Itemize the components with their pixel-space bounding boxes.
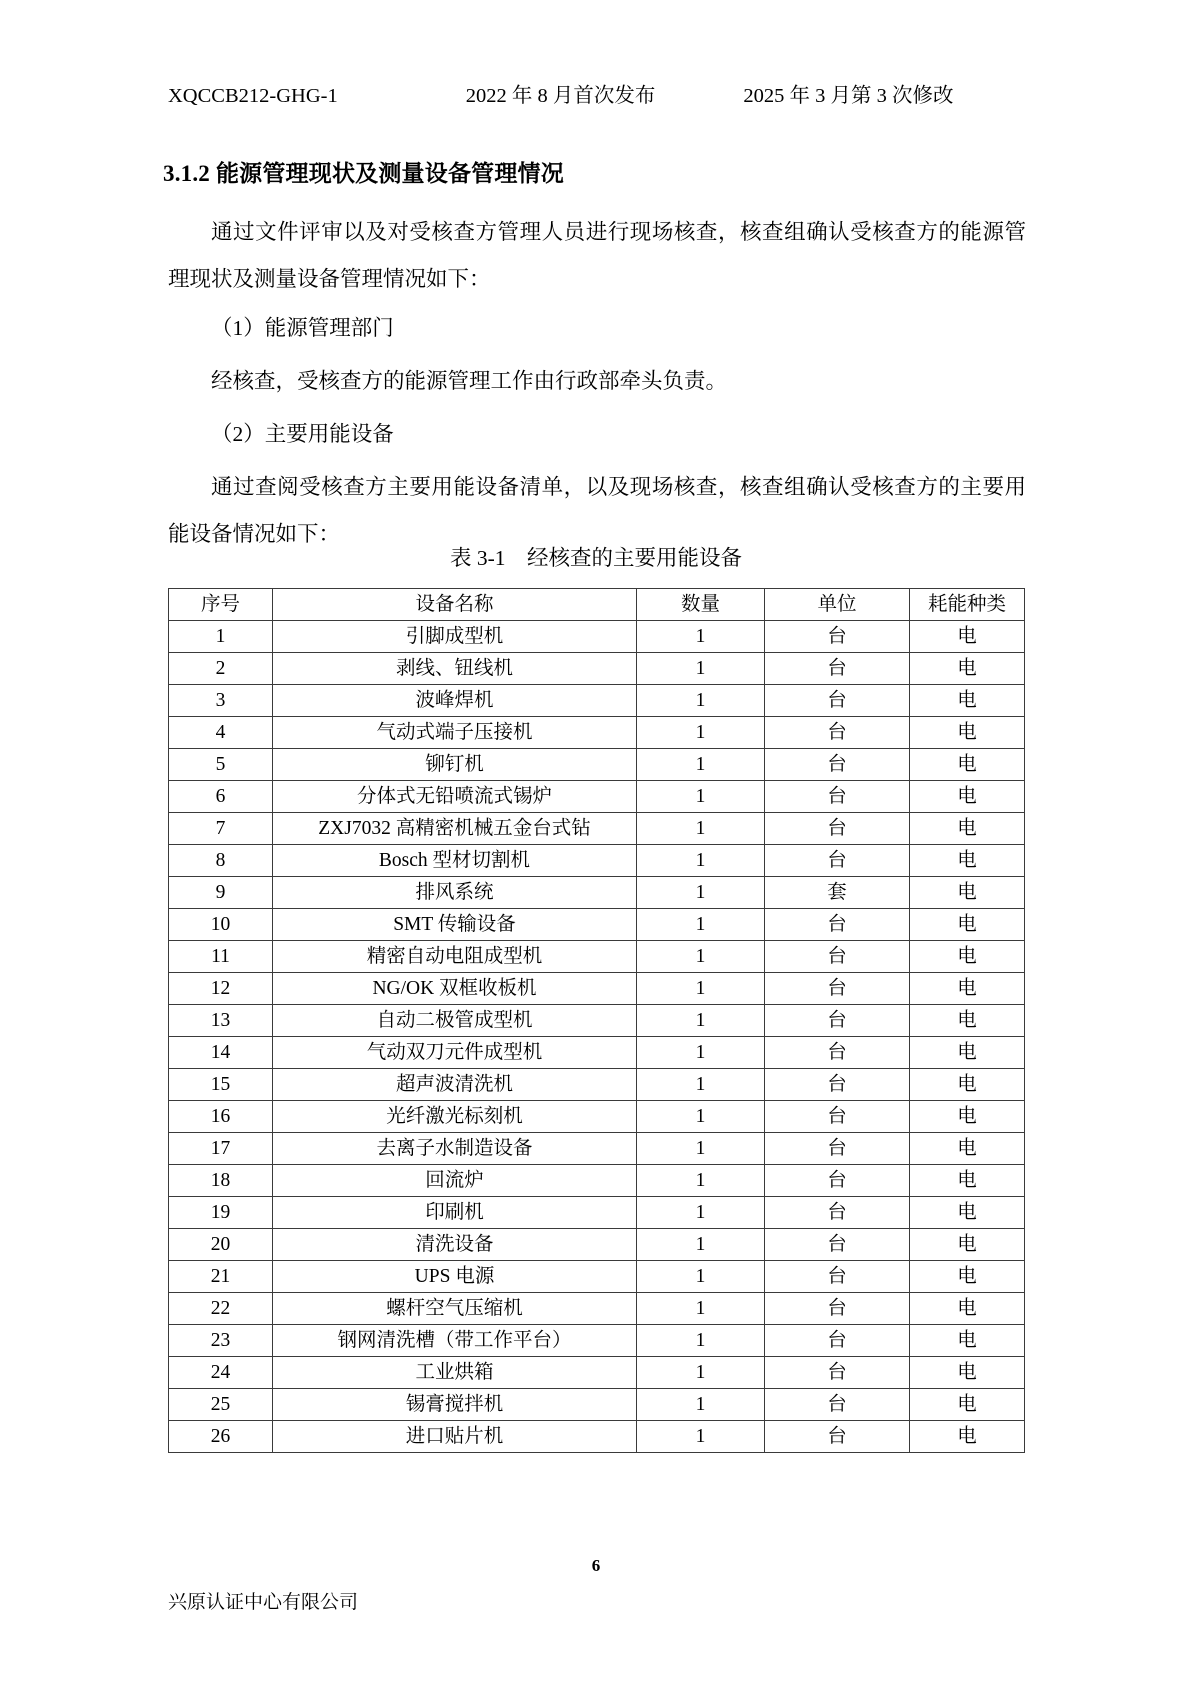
cell-energy-type: 电 bbox=[910, 1261, 1025, 1293]
cell-quantity: 1 bbox=[637, 845, 765, 877]
cell-seq: 24 bbox=[169, 1357, 273, 1389]
table-row bbox=[169, 1197, 1025, 1229]
cell-quantity: 1 bbox=[637, 717, 765, 749]
cell-equipment-name: SMT 传输设备 bbox=[273, 909, 637, 941]
cell-quantity: 1 bbox=[637, 973, 765, 1005]
cell-unit: 台 bbox=[765, 653, 910, 685]
paragraph-item-2-label: （2）主要用能设备 bbox=[211, 421, 394, 446]
cell-equipment-name: 工业烘箱 bbox=[273, 1357, 637, 1389]
cell-energy-type: 电 bbox=[910, 717, 1025, 749]
cell-quantity: 1 bbox=[637, 1421, 765, 1453]
cell-seq: 7 bbox=[169, 813, 273, 845]
cell-energy-type: 电 bbox=[910, 1069, 1025, 1101]
cell-energy-type: 电 bbox=[910, 749, 1025, 781]
cell-equipment-name: NG/OK 双框收板机 bbox=[273, 973, 637, 1005]
cell-energy-type: 电 bbox=[910, 1101, 1025, 1133]
table-caption: 表 3-1 经核查的主要用能设备 bbox=[449, 546, 743, 570]
cell-seq: 9 bbox=[169, 877, 273, 909]
column-header-quantity: 数量 bbox=[637, 589, 765, 621]
table-row bbox=[169, 1357, 1025, 1389]
cell-equipment-name: 螺杆空气压缩机 bbox=[273, 1293, 637, 1325]
cell-quantity: 1 bbox=[637, 1229, 765, 1261]
section-heading: 3.1.2 能源管理现状及测量设备管理情况 bbox=[163, 161, 564, 187]
paragraph-item-1-label: （1）能源管理部门 bbox=[211, 315, 394, 340]
paragraph-item-1-body: 经核查，受核查方的能源管理工作由行政部牵头负责。 bbox=[211, 368, 728, 393]
cell-equipment-name: 钢网清洗槽（带工作平台） bbox=[273, 1325, 637, 1357]
table-row bbox=[169, 845, 1025, 877]
cell-unit: 台 bbox=[765, 1389, 910, 1421]
cell-energy-type: 电 bbox=[910, 1325, 1025, 1357]
cell-seq: 22 bbox=[169, 1293, 273, 1325]
cell-seq: 13 bbox=[169, 1005, 273, 1037]
column-header-name: 设备名称 bbox=[273, 589, 637, 621]
cell-equipment-name: 气动式端子压接机 bbox=[273, 717, 637, 749]
footer-organization: 兴原认证中心有限公司 bbox=[168, 1592, 359, 1613]
cell-unit: 台 bbox=[765, 1165, 910, 1197]
cell-unit: 台 bbox=[765, 621, 910, 653]
cell-seq: 15 bbox=[169, 1069, 273, 1101]
cell-equipment-name: 排风系统 bbox=[273, 877, 637, 909]
table-row bbox=[169, 1389, 1025, 1421]
column-header-unit: 单位 bbox=[765, 589, 910, 621]
cell-unit: 台 bbox=[765, 1325, 910, 1357]
cell-unit: 台 bbox=[765, 1357, 910, 1389]
table-row bbox=[169, 1229, 1025, 1261]
cell-equipment-name: 分体式无铅喷流式锡炉 bbox=[273, 781, 637, 813]
table-row bbox=[169, 749, 1025, 781]
cell-unit: 台 bbox=[765, 781, 910, 813]
cell-energy-type: 电 bbox=[910, 1357, 1025, 1389]
table-row bbox=[169, 813, 1025, 845]
cell-energy-type: 电 bbox=[910, 941, 1025, 973]
cell-seq: 5 bbox=[169, 749, 273, 781]
table-row bbox=[169, 621, 1025, 653]
cell-unit: 台 bbox=[765, 909, 910, 941]
cell-equipment-name: 精密自动电阻成型机 bbox=[273, 941, 637, 973]
cell-energy-type: 电 bbox=[910, 877, 1025, 909]
table-row bbox=[169, 1261, 1025, 1293]
cell-seq: 6 bbox=[169, 781, 273, 813]
cell-quantity: 1 bbox=[637, 1357, 765, 1389]
cell-unit: 台 bbox=[765, 1005, 910, 1037]
column-header-energy: 耗能种类 bbox=[910, 589, 1025, 621]
cell-quantity: 1 bbox=[637, 1165, 765, 1197]
cell-energy-type: 电 bbox=[910, 909, 1025, 941]
table-row bbox=[169, 1005, 1025, 1037]
cell-seq: 2 bbox=[169, 653, 273, 685]
cell-seq: 14 bbox=[169, 1037, 273, 1069]
cell-energy-type: 电 bbox=[910, 1389, 1025, 1421]
cell-energy-type: 电 bbox=[910, 621, 1025, 653]
cell-equipment-name: 回流炉 bbox=[273, 1165, 637, 1197]
cell-unit: 台 bbox=[765, 717, 910, 749]
cell-equipment-name: 锡膏搅拌机 bbox=[273, 1389, 637, 1421]
cell-unit: 台 bbox=[765, 1069, 910, 1101]
cell-seq: 8 bbox=[169, 845, 273, 877]
cell-seq: 16 bbox=[169, 1101, 273, 1133]
document-code: XQCCB212-GHG-1 bbox=[168, 85, 338, 107]
cell-energy-type: 电 bbox=[910, 685, 1025, 717]
cell-energy-type: 电 bbox=[910, 1133, 1025, 1165]
cell-seq: 19 bbox=[169, 1197, 273, 1229]
page-number: 6 bbox=[591, 1556, 601, 1575]
cell-equipment-name: 印刷机 bbox=[273, 1197, 637, 1229]
paragraph-intro: 通过文件评审以及对受核查方管理人员进行现场核查，核查组确认受核查方的能源管理现状及测量设备管理情况如下： bbox=[168, 219, 1026, 291]
major-energy-equipment-table bbox=[168, 588, 1025, 1453]
cell-quantity: 1 bbox=[637, 1293, 765, 1325]
table-row bbox=[169, 1293, 1025, 1325]
cell-unit: 台 bbox=[765, 685, 910, 717]
cell-quantity: 1 bbox=[637, 877, 765, 909]
cell-energy-type: 电 bbox=[910, 845, 1025, 877]
cell-unit: 台 bbox=[765, 845, 910, 877]
cell-energy-type: 电 bbox=[910, 1005, 1025, 1037]
cell-equipment-name: 清洗设备 bbox=[273, 1229, 637, 1261]
table-row bbox=[169, 717, 1025, 749]
cell-quantity: 1 bbox=[637, 1389, 765, 1421]
cell-quantity: 1 bbox=[637, 1101, 765, 1133]
table-row bbox=[169, 877, 1025, 909]
cell-equipment-name: 超声波清洗机 bbox=[273, 1069, 637, 1101]
table-row bbox=[169, 781, 1025, 813]
cell-quantity: 1 bbox=[637, 1261, 765, 1293]
cell-seq: 21 bbox=[169, 1261, 273, 1293]
cell-energy-type: 电 bbox=[910, 1165, 1025, 1197]
cell-quantity: 1 bbox=[637, 781, 765, 813]
cell-quantity: 1 bbox=[637, 1037, 765, 1069]
cell-energy-type: 电 bbox=[910, 1421, 1025, 1453]
cell-unit: 台 bbox=[765, 973, 910, 1005]
table-body bbox=[169, 621, 1025, 1453]
cell-unit: 台 bbox=[765, 1197, 910, 1229]
cell-seq: 10 bbox=[169, 909, 273, 941]
cell-energy-type: 电 bbox=[910, 781, 1025, 813]
cell-equipment-name: UPS 电源 bbox=[273, 1261, 637, 1293]
cell-energy-type: 电 bbox=[910, 1197, 1025, 1229]
cell-seq: 3 bbox=[169, 685, 273, 717]
cell-quantity: 1 bbox=[637, 685, 765, 717]
cell-seq: 1 bbox=[169, 621, 273, 653]
cell-unit: 台 bbox=[765, 1133, 910, 1165]
cell-unit: 台 bbox=[765, 1037, 910, 1069]
table-row bbox=[169, 1325, 1025, 1357]
cell-energy-type: 电 bbox=[910, 1037, 1025, 1069]
cell-unit: 台 bbox=[765, 1293, 910, 1325]
cell-seq: 17 bbox=[169, 1133, 273, 1165]
table-row bbox=[169, 973, 1025, 1005]
cell-unit: 台 bbox=[765, 941, 910, 973]
cell-equipment-name: 光纤激光标刻机 bbox=[273, 1101, 637, 1133]
cell-equipment-name: 去离子水制造设备 bbox=[273, 1133, 637, 1165]
first-release-date: 2022 年 8 月首次发布 bbox=[465, 85, 656, 107]
cell-quantity: 1 bbox=[637, 909, 765, 941]
cell-quantity: 1 bbox=[637, 1197, 765, 1229]
table-row bbox=[169, 1037, 1025, 1069]
table-row bbox=[169, 653, 1025, 685]
cell-energy-type: 电 bbox=[910, 1293, 1025, 1325]
cell-seq: 4 bbox=[169, 717, 273, 749]
cell-seq: 12 bbox=[169, 973, 273, 1005]
cell-seq: 25 bbox=[169, 1389, 273, 1421]
table-row bbox=[169, 1421, 1025, 1453]
cell-unit: 台 bbox=[765, 1101, 910, 1133]
cell-quantity: 1 bbox=[637, 1069, 765, 1101]
cell-energy-type: 电 bbox=[910, 653, 1025, 685]
revision-info: 2025 年 3 月第 3 次修改 bbox=[743, 85, 954, 107]
cell-equipment-name: 气动双刀元件成型机 bbox=[273, 1037, 637, 1069]
cell-quantity: 1 bbox=[637, 653, 765, 685]
cell-energy-type: 电 bbox=[910, 813, 1025, 845]
cell-unit: 台 bbox=[765, 749, 910, 781]
cell-equipment-name: ZXJ7032 高精密机械五金台式钻 bbox=[273, 813, 637, 845]
cell-quantity: 1 bbox=[637, 1005, 765, 1037]
paragraph-item-2-body: 通过查阅受核查方主要用能设备清单，以及现场核查，核查组确认受核查方的主要用能设备情况如下： bbox=[168, 474, 1026, 546]
cell-unit: 台 bbox=[765, 813, 910, 845]
table-row bbox=[169, 1165, 1025, 1197]
cell-energy-type: 电 bbox=[910, 1229, 1025, 1261]
table-row bbox=[169, 1069, 1025, 1101]
cell-energy-type: 电 bbox=[910, 973, 1025, 1005]
cell-quantity: 1 bbox=[637, 1133, 765, 1165]
cell-quantity: 1 bbox=[637, 941, 765, 973]
table-header bbox=[169, 589, 1025, 621]
cell-seq: 20 bbox=[169, 1229, 273, 1261]
page-running-header bbox=[168, 78, 1024, 108]
table-row bbox=[169, 909, 1025, 941]
table-row bbox=[169, 1101, 1025, 1133]
table-header-row bbox=[169, 589, 1025, 621]
cell-equipment-name: 铆钉机 bbox=[273, 749, 637, 781]
cell-seq: 18 bbox=[169, 1165, 273, 1197]
cell-equipment-name: 波峰焊机 bbox=[273, 685, 637, 717]
cell-unit: 套 bbox=[765, 877, 910, 909]
table-row bbox=[169, 685, 1025, 717]
cell-quantity: 1 bbox=[637, 1325, 765, 1357]
cell-seq: 26 bbox=[169, 1421, 273, 1453]
table-row bbox=[169, 1133, 1025, 1165]
cell-equipment-name: Bosch 型材切割机 bbox=[273, 845, 637, 877]
table-row bbox=[169, 941, 1025, 973]
cell-equipment-name: 自动二极管成型机 bbox=[273, 1005, 637, 1037]
cell-unit: 台 bbox=[765, 1229, 910, 1261]
cell-unit: 台 bbox=[765, 1421, 910, 1453]
cell-equipment-name: 进口贴片机 bbox=[273, 1421, 637, 1453]
cell-seq: 23 bbox=[169, 1325, 273, 1357]
cell-quantity: 1 bbox=[637, 621, 765, 653]
cell-quantity: 1 bbox=[637, 813, 765, 845]
cell-seq: 11 bbox=[169, 941, 273, 973]
cell-quantity: 1 bbox=[637, 749, 765, 781]
cell-equipment-name: 引脚成型机 bbox=[273, 621, 637, 653]
column-header-seq: 序号 bbox=[169, 589, 273, 621]
cell-unit: 台 bbox=[765, 1261, 910, 1293]
cell-equipment-name: 剥线、钮线机 bbox=[273, 653, 637, 685]
